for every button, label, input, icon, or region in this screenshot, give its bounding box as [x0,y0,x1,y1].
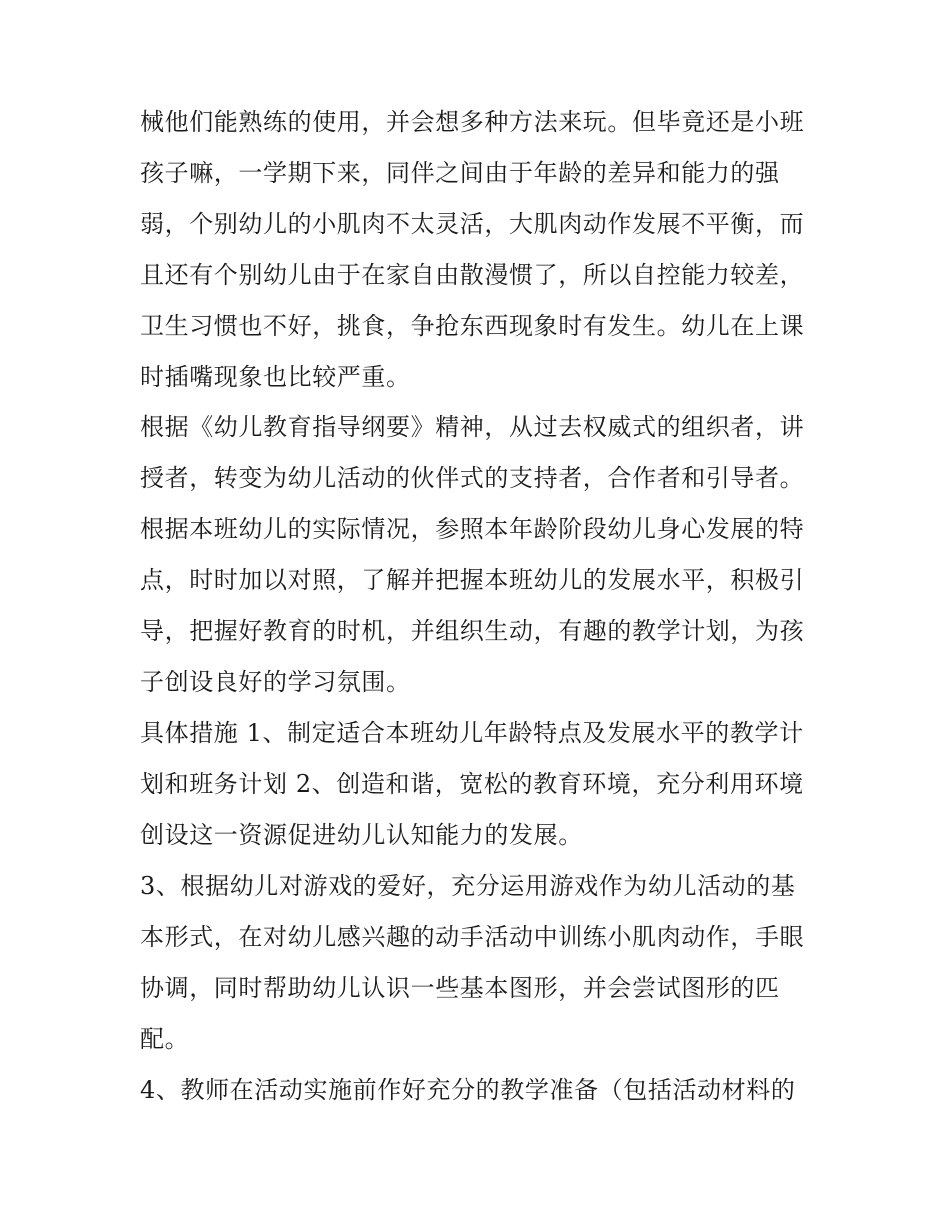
text-line: 械他们能熟练的使用，并会想多种方法来玩。但毕竟还是小班 [140,108,805,136]
text-line: 卫生习惯也不好，挑食，争抢东西现象时有发生。幼儿在上课 [140,312,805,340]
text-line: 根据《幼儿教育指导纲要》精神，从过去权威式的组织者，讲 [140,413,805,441]
text-line: 时插嘴现象也比较严重。 [140,363,411,391]
text-line: 划和班务计划 2、创造和谐，宽松的教育环境，充分利用环境 [140,770,804,798]
text-line: 点，时时加以对照，了解并把握本班幼儿的发展水平，积极引 [140,566,805,594]
text-line: 配。 [140,1025,190,1053]
text-line: 具体措施 1、制定适合本班幼儿年龄特点及发展水平的教学计 [140,719,804,747]
text-line: 授者，转变为幼儿活动的伙伴式的支持者，合作者和引导者。 [140,464,805,492]
text-line: 3、根据幼儿对游戏的爱好，充分运用游戏作为幼儿活动的基 [140,872,796,900]
text-line: 弱，个别幼儿的小肌肉不太灵活，大肌肉动作发展不平衡，而 [140,210,805,238]
text-line: 创设这一资源促进幼儿认知能力的发展。 [140,821,583,849]
text-line: 孩子嘛，一学期下来，同伴之间由于年龄的差异和能力的强 [140,159,780,187]
text-line: 子创设良好的学习氛围。 [140,668,411,696]
text-line: 协调，同时帮助幼儿认识一些基本图形，并会尝试图形的匹 [140,974,780,1002]
text-line: 根据本班幼儿的实际情况，参照本年龄阶段幼儿身心发展的特 [140,515,805,543]
text-line: 4、教师在活动实施前作好充分的教学准备（包括活动材料的 [140,1076,796,1104]
text-line: 导，把握好教育的时机，并组织生动，有趣的教学计划，为孩 [140,617,805,645]
text-line: 本形式，在对幼儿感兴趣的动手活动中训练小肌肉动作，手眼 [140,923,805,951]
text-line: 且还有个别幼儿由于在家自由散漫惯了，所以自控能力较差， [140,261,805,289]
